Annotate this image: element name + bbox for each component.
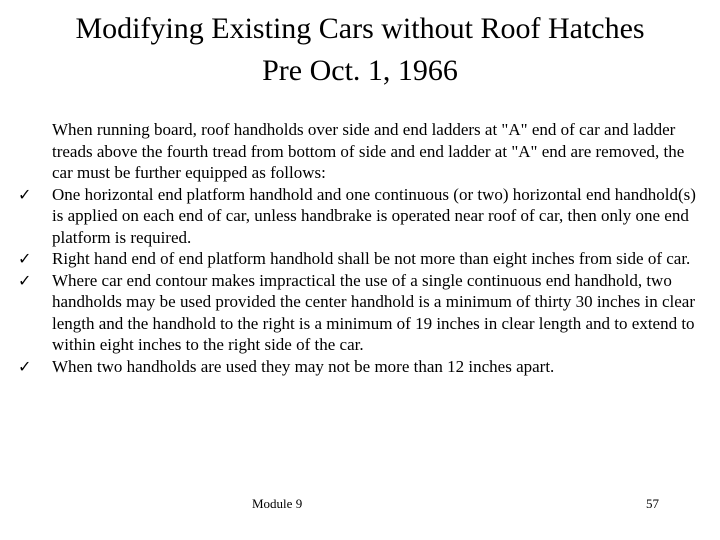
slide-title-line-2: Pre Oct. 1, 1966 bbox=[262, 54, 458, 87]
check-icon: ✓ bbox=[18, 249, 32, 268]
list-item bbox=[18, 184, 702, 249]
list-item bbox=[18, 248, 702, 270]
intro-paragraph: When running board, roof handholds over side and end ladders at "A" end of car and ladder treads above the fourth tread from bottom of side and end ladder at "A" end are removed, the car must be further equipped as follows: bbox=[52, 120, 685, 182]
check-icon: ✓ bbox=[18, 270, 32, 290]
footer-page-number: 57 bbox=[646, 496, 659, 511]
slide-title bbox=[0, 8, 720, 92]
bullet-text: One horizontal end platform handhold and one continuous (or two) horizontal end handhold(s) is applied on each end of car, unless handbrake is operated near roof of car, then only one end platform is required. bbox=[52, 184, 696, 247]
list-item bbox=[18, 356, 702, 378]
bullet-text: Right hand end of end platform handhold shall be not more than eight inches from side of car. bbox=[52, 249, 691, 268]
footer-module-label: Module 9 bbox=[252, 496, 303, 511]
bullet-list bbox=[18, 184, 702, 378]
slide-title-line-1: Modifying Existing Cars without Roof Hatches bbox=[75, 12, 645, 45]
check-icon: ✓ bbox=[18, 356, 32, 376]
slide-body bbox=[18, 119, 702, 377]
check-icon: ✓ bbox=[18, 184, 32, 204]
bullet-text: Where car end contour makes impractical the use of a single continuous end handhold, two handholds may be used provided the center handhold is a minimum of thirty 30 inches in clear length and the handhold to the right is a minimum of 19 inches in clear length and to extend to within eight inches to the right side of the car. bbox=[52, 270, 696, 354]
bullet-text: When two handholds are used they may not be more than 12 inches apart. bbox=[52, 356, 555, 376]
list-item bbox=[18, 270, 702, 356]
